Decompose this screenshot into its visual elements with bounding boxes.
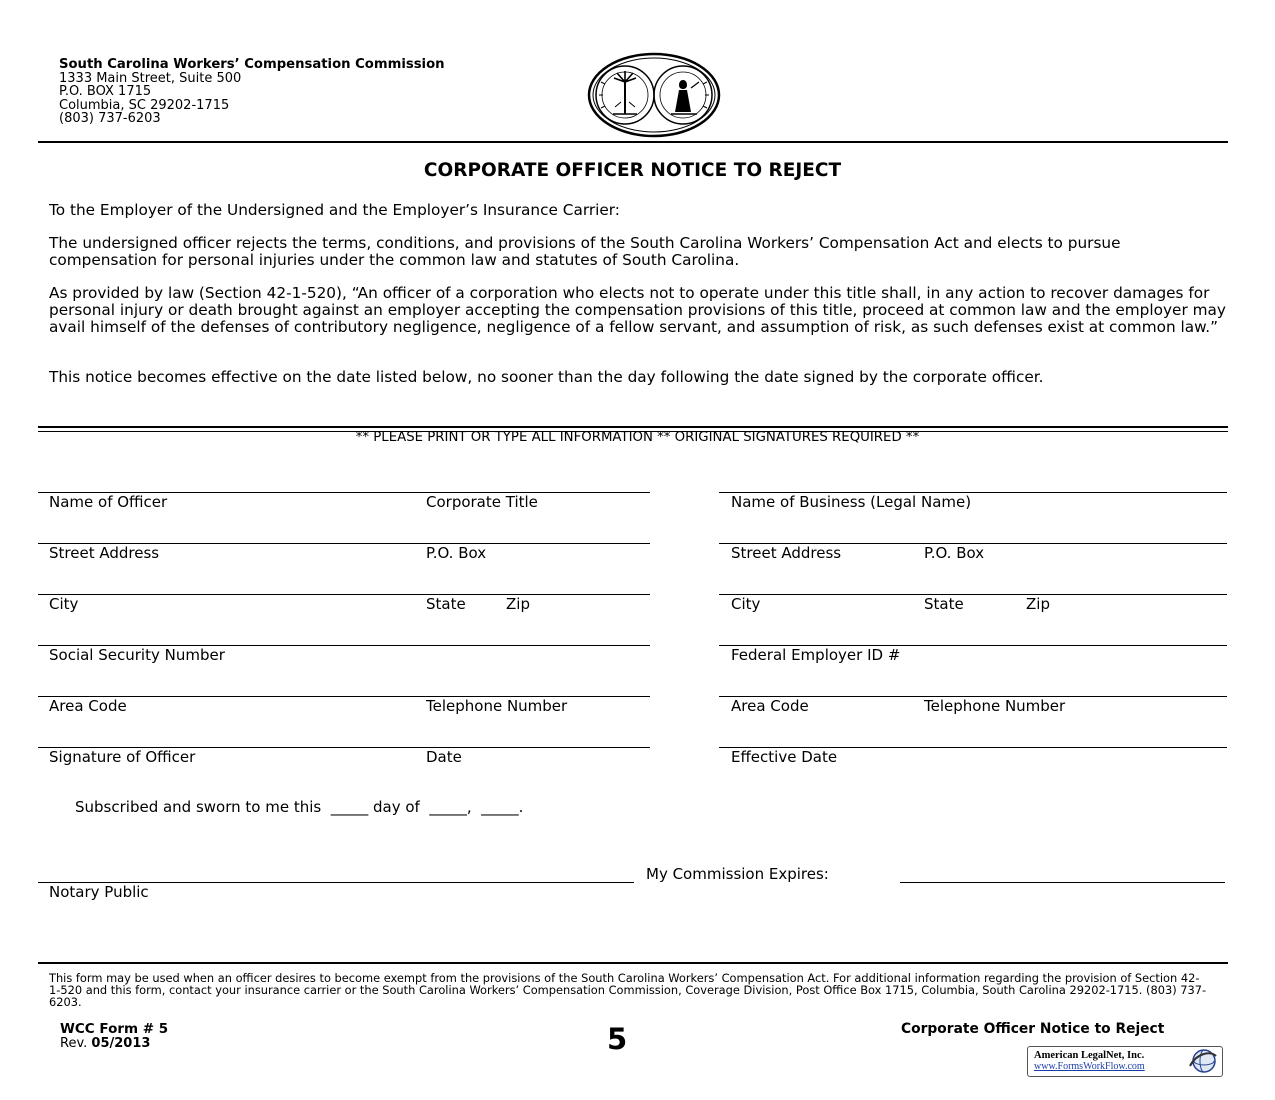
form-title: CORPORATE OFFICER NOTICE TO REJECT	[423, 160, 842, 181]
business-pobox-label: P.O. Box	[924, 544, 985, 562]
globe-icon	[1188, 1048, 1218, 1078]
revision-label: Rev.	[60, 1036, 88, 1051]
officer-date-label: Date	[426, 748, 462, 766]
vendor-name: American LegalNet, Inc.	[1034, 1050, 1145, 1061]
commission-address-line1: 1333 Main Street, Suite 500	[59, 70, 242, 86]
officer-name-label: Name of Officer	[49, 493, 168, 511]
business-street-label: Street Address	[731, 544, 842, 562]
vendor-url[interactable]: www.FormsWorkFlow.com	[1034, 1061, 1145, 1072]
business-telephone-label: Telephone Number	[924, 697, 1066, 715]
business-city-label: City	[731, 595, 761, 613]
business-fein-label: Federal Employer ID #	[731, 646, 901, 664]
footer-divider	[38, 962, 1228, 964]
footer-note: This form may be used when an officer desires to become exempt from the provisions of the South Carolina Workers’ Compensation Act. For additional information regarding the provision of Section 42-1-520 and this form, contact your insurance carrier or the South Carolina Workers’ Compensation Commission, Coverage Division, Post Office Box 1715, Columbia, South Carolina 29202-1715. (803) 737-6203.	[49, 971, 1207, 1009]
revision	[60, 1036, 150, 1051]
page-number: 5	[607, 1022, 628, 1056]
officer-zip-label: Zip	[506, 595, 530, 613]
sworn-statement: Subscribed and sworn to me this _____ day of _____, _____.	[75, 798, 524, 816]
officer-area-code-label: Area Code	[49, 697, 127, 715]
business-area-code-label: Area Code	[731, 697, 809, 715]
rejection-paragraph: The undersigned officer rejects the terms, conditions, and provisions of the South Carolina Workers’ Compensation Act and elects to pursue compensation for personal injuries under the common law and statutes of South Carolina.	[49, 234, 1121, 269]
salutation-paragraph: To the Employer of the Undersigned and the Employer’s Insurance Carrier:	[49, 201, 620, 219]
business-state-label: State	[924, 595, 964, 613]
form-number: WCC Form # 5	[60, 1021, 169, 1037]
officer-city-line[interactable]	[38, 594, 650, 595]
officer-city-label: City	[49, 595, 79, 613]
business-zip-label: Zip	[1026, 595, 1050, 613]
officer-ssn-label: Social Security Number	[49, 646, 225, 664]
business-effective-date-label: Effective Date	[731, 748, 838, 766]
officer-title-label: Corporate Title	[426, 493, 538, 511]
revision-date: 05/2013	[91, 1036, 151, 1051]
commission-address-line3: Columbia, SC 29202-1715	[59, 97, 230, 113]
business-city-line[interactable]	[719, 594, 1227, 595]
commission-header	[59, 58, 445, 126]
law-quote-paragraph: As provided by law (Section 42-1-520), “An officer of a corporation who elects not to operate under this title shall, in any action to recover damages for personal injury or death brought against an employer accepting the compensation provisions of this title, proceed at common law and the employer may avail himself of the defenses of contributory negligence, negligence of a fellow servant, and assumption of risk, as such defenses exist at common law.”	[49, 284, 1226, 336]
business-name-label: Name of Business (Legal Name)	[731, 493, 972, 511]
footer-form-title: Corporate Officer Notice to Reject	[901, 1021, 1165, 1037]
commission-expires-line[interactable]	[900, 882, 1225, 883]
commission-name: South Carolina Workers’ Compensation Commission	[59, 57, 445, 72]
print-instruction: ** PLEASE PRINT OR TYPE ALL INFORMATION ** ORIGINAL SIGNATURES REQUIRED **	[355, 430, 920, 445]
commission-expires-label: My Commission Expires:	[646, 865, 829, 883]
vendor-logo[interactable]	[1027, 1046, 1223, 1077]
state-seal-icon	[587, 52, 721, 138]
commission-phone: (803) 737-6203	[59, 111, 161, 126]
header-divider	[38, 141, 1228, 143]
effective-paragraph: This notice becomes effective on the date listed below, no sooner than the day following the date signed by the corporate officer.	[49, 368, 1044, 386]
officer-signature-label: Signature of Officer	[49, 748, 196, 766]
officer-street-label: Street Address	[49, 544, 160, 562]
officer-state-label: State	[426, 595, 466, 613]
notary-public-label: Notary Public	[49, 883, 149, 901]
officer-telephone-label: Telephone Number	[426, 697, 568, 715]
officer-pobox-label: P.O. Box	[426, 544, 487, 562]
commission-address-line2: P.O. BOX 1715	[59, 84, 152, 99]
